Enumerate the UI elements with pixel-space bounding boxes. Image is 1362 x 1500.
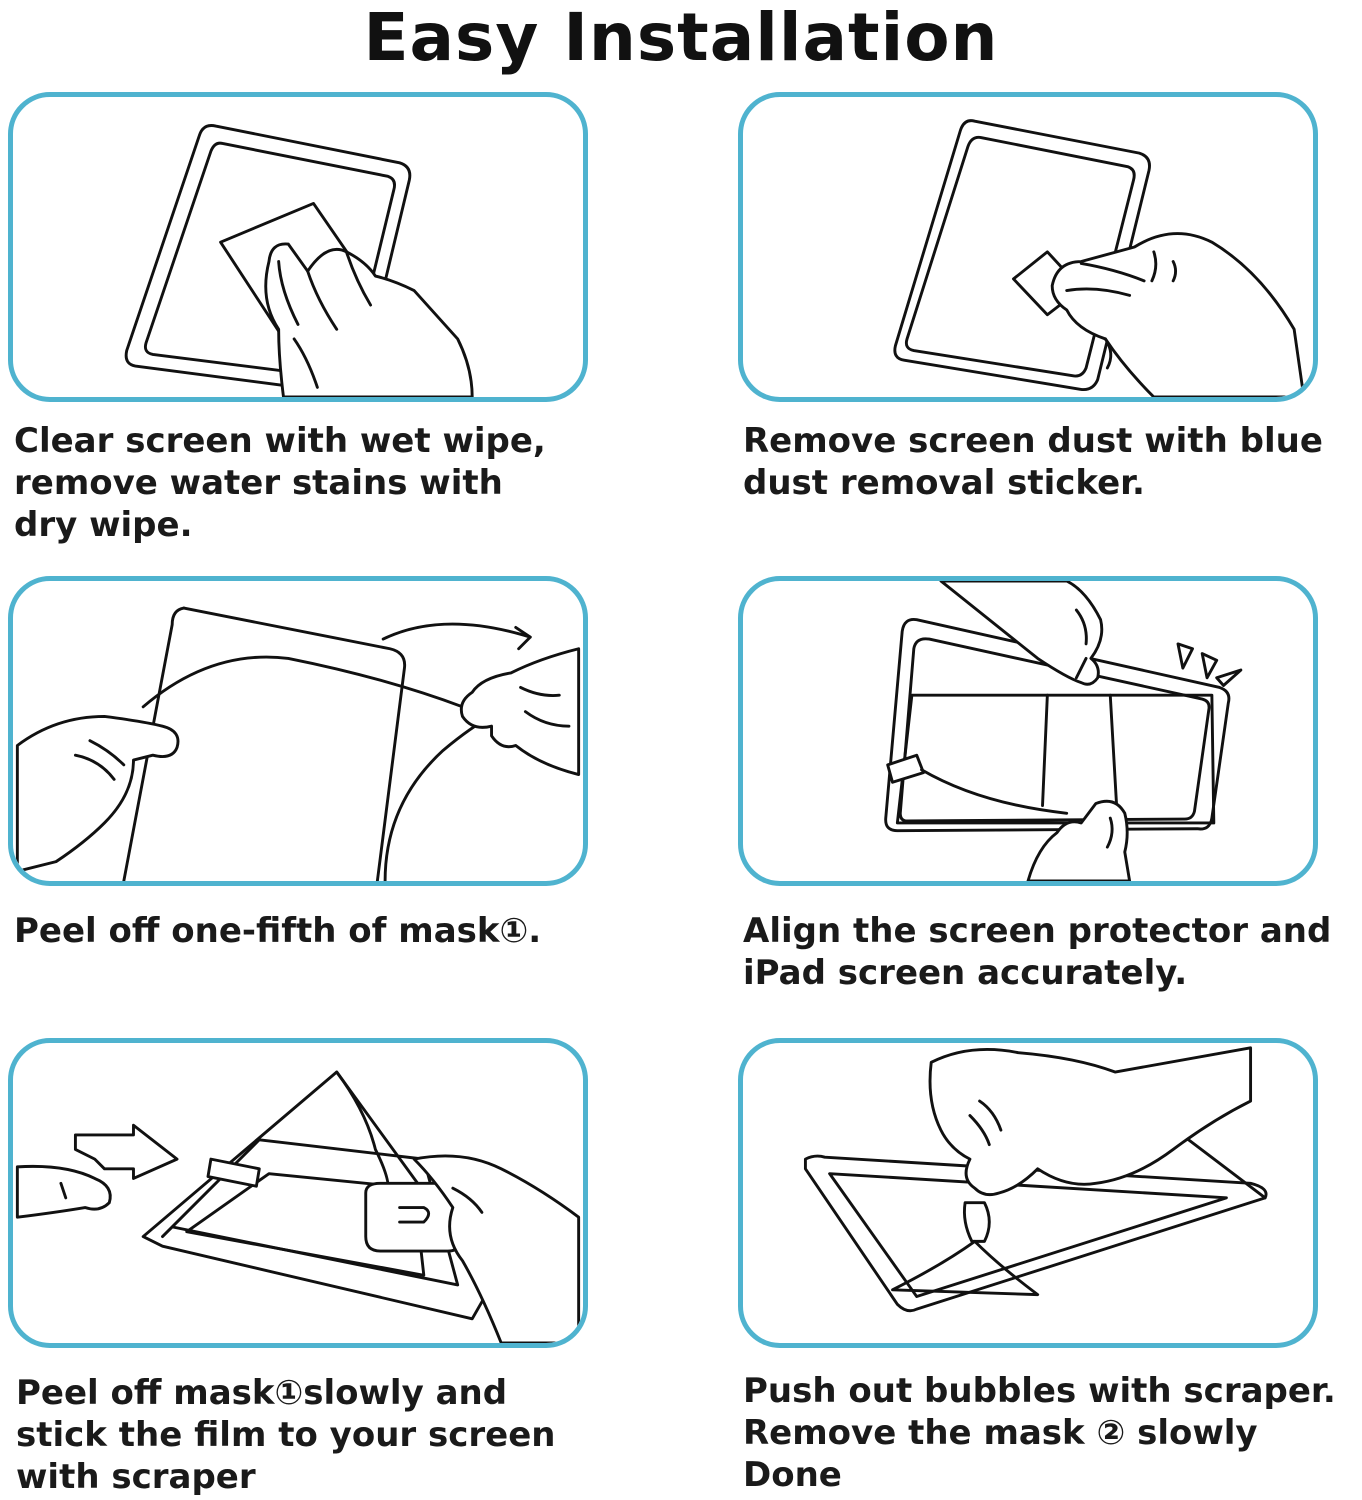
page-title: Easy Installation (363, 0, 999, 76)
step-6-caption: Push out bubbles with scraper. Remove the mask ② slowly Done (743, 1371, 1336, 1495)
wipe-screen-illustration (13, 97, 583, 397)
step-5-illustration (8, 1038, 588, 1348)
step-3-illustration (8, 576, 588, 886)
peel-mask-illustration (13, 581, 583, 881)
step-2-illustration (738, 92, 1318, 402)
dust-sticker-illustration (743, 97, 1313, 397)
step-1-caption: Clear screen with wet wipe, remove water stains with dry wipe. (14, 421, 546, 545)
stick-film-illustration (13, 1043, 583, 1343)
step-4-illustration (738, 576, 1318, 886)
step-6-illustration (738, 1038, 1318, 1348)
step-3-caption: Peel off one-fifth of mask①. (14, 911, 542, 951)
push-bubbles-illustration (743, 1043, 1313, 1343)
align-protector-illustration (743, 581, 1313, 881)
step-5-caption: Peel off mask①slowly and stick the film to your screen with scraper (16, 1373, 556, 1497)
step-4-caption: Align the screen protector and iPad screen accurately. (743, 911, 1332, 993)
step-1-illustration (8, 92, 588, 402)
step-2-caption: Remove screen dust with blue dust removal sticker. (743, 421, 1323, 503)
